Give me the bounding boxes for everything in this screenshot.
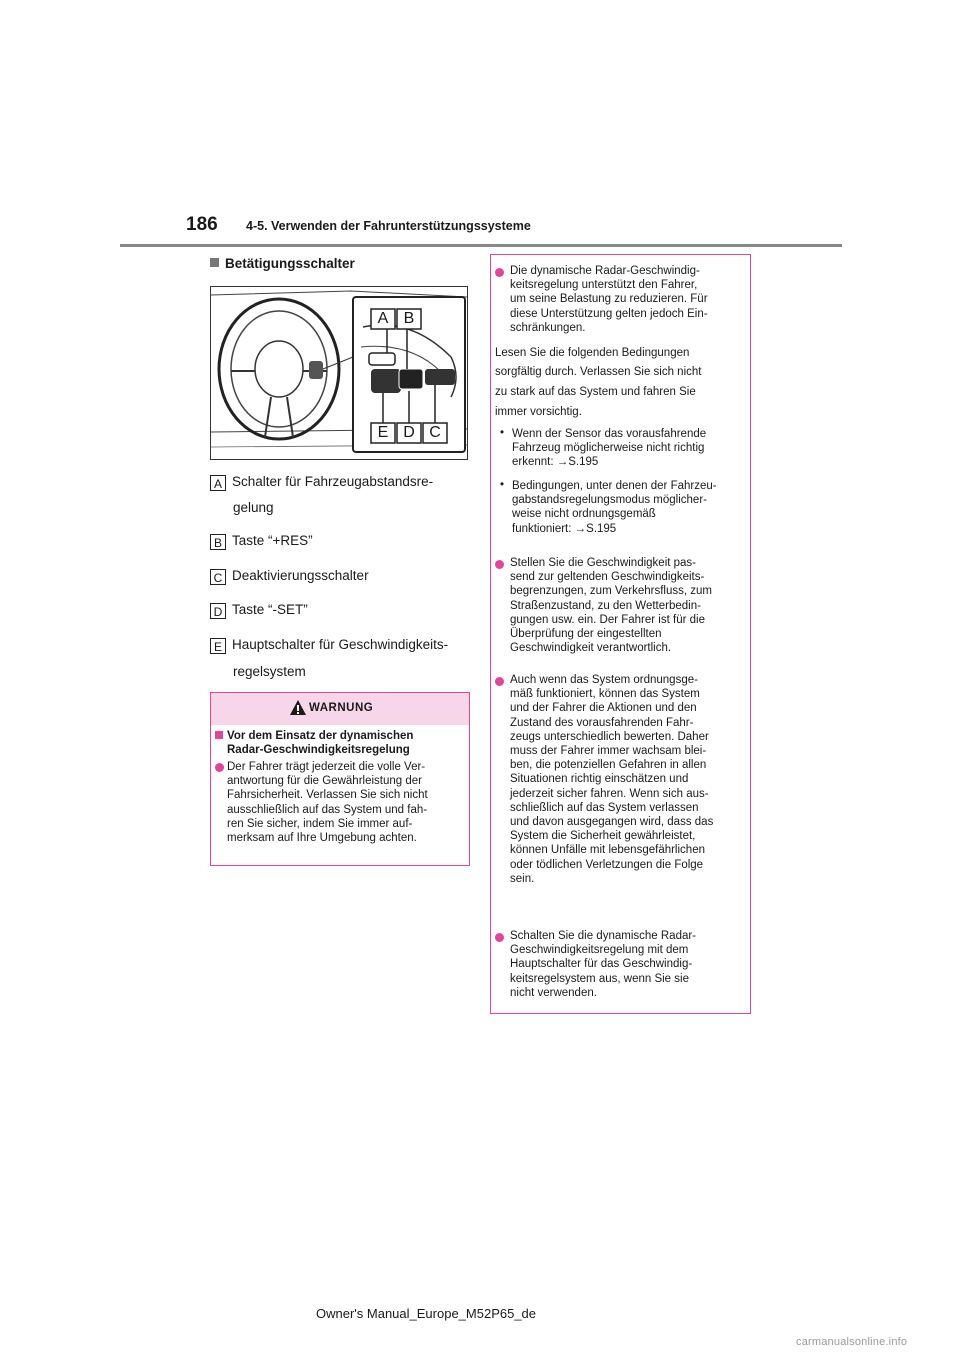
line: jederzeit sicher fahren. Wenn sich aus-	[510, 787, 709, 800]
heading-square-icon	[210, 258, 219, 267]
callout-d: D	[403, 424, 415, 441]
para-2	[510, 556, 748, 655]
line: weise nicht ordnungsgemäß	[512, 508, 656, 521]
sub-item-1	[512, 427, 742, 470]
line: Überprüfung der eingestellten	[510, 628, 662, 641]
line: Stellen Sie die Geschwindigkeit pas-	[510, 557, 697, 569]
warning-header	[211, 693, 469, 725]
line: Situationen richtig einschätzen und	[510, 773, 689, 786]
line: Fahrzeug möglicherweise nicht richtig	[512, 442, 705, 455]
line: funktioniert: →S.195	[512, 522, 617, 535]
sub-bullet: •	[500, 479, 505, 491]
list-item-e	[210, 635, 448, 655]
label-b: B	[210, 534, 226, 550]
header-rule	[120, 244, 842, 247]
line: schließlich auf das System verlassen	[510, 801, 699, 814]
list-item-b	[210, 531, 313, 551]
line: um seine Belastung zu reduzieren. Für	[510, 293, 708, 306]
bullet-icon	[495, 560, 504, 569]
operation-heading	[210, 256, 355, 271]
line: keitsregelung unterstützt den Fahrer,	[510, 279, 698, 292]
footer-text: Owner's Manual_Europe_M52P65_de	[316, 1306, 537, 1321]
line: gungen usw. ein. Der Fahrer ist für die	[510, 613, 705, 626]
para-1	[510, 264, 748, 335]
line: und der Fahrer die Aktionen und den	[510, 702, 697, 715]
callout-b: B	[403, 310, 415, 327]
plain-line: immer vorsichtig.	[495, 406, 582, 418]
warning-bullet-icon	[215, 763, 224, 772]
list-item-d	[210, 600, 308, 620]
line: System die Sicherheit gewährleistet,	[510, 830, 696, 843]
item-a-text: Schalter für Fahrzeugabstandsre-	[232, 474, 434, 489]
sub-bullet: •	[500, 427, 505, 439]
label-a: A	[210, 475, 226, 491]
label-d: D	[210, 603, 226, 619]
warning-line: Fahrsicherheit. Verlassen Sie sich nicht	[227, 789, 428, 802]
para-4	[510, 929, 748, 1000]
warning-heading-line: Radar-Geschwindigkeitsregelung	[227, 744, 410, 756]
item-c-text: Deaktivierungsschalter	[232, 568, 369, 583]
list-item-a	[210, 472, 433, 492]
item-b-text: Taste “+RES”	[232, 533, 313, 548]
line: zeugs unterschiedlich bewerten. Daher	[510, 730, 709, 743]
warning-box	[210, 692, 470, 866]
line: ben, die potenziellen Gefahren in allen	[510, 759, 707, 772]
item-a-cont: gelung	[233, 500, 274, 515]
line: send zur geltenden Geschwindigkeits-	[510, 571, 705, 584]
line: Auch wenn das System ordnungsge-	[510, 674, 698, 686]
watermark: carmanualsonline.info	[796, 1336, 908, 1348]
line: muss der Fahrer immer wachsam blei-	[510, 745, 707, 758]
plain-line: sorgfältig durch. Verlassen Sie sich nicht	[495, 366, 702, 378]
warning-square-icon	[215, 731, 223, 739]
warning-text	[227, 760, 467, 845]
line: Straßenzustand, zu den Wetterbedin-	[510, 599, 701, 612]
line: schränkungen.	[510, 321, 586, 334]
plain-line: zu stark auf das System und fahren Sie	[495, 386, 696, 398]
warning-label: WARNUNG	[309, 702, 374, 714]
bullet-icon	[495, 933, 504, 942]
line: mäß funktioniert, können das System	[510, 688, 700, 701]
line: erkennt: →S.195	[512, 456, 599, 469]
line: Hauptschalter für das Geschwindig-	[510, 958, 693, 971]
warning-heading	[227, 729, 457, 757]
line: Bedingungen, unter denen der Fahrzeu-	[512, 480, 717, 492]
line: Geschwindigkeitsregelung mit dem	[510, 944, 689, 957]
line: begrenzungen, zum Verkehrsfluss, zum	[510, 585, 712, 598]
label-c: C	[210, 569, 226, 585]
line: Geschwindigkeit verantwortlich.	[510, 642, 672, 655]
operation-heading-text: Betätigungsschalter	[225, 256, 355, 271]
warning-triangle-icon	[289, 699, 307, 716]
steering-wheel-illustration	[210, 286, 468, 460]
section-title: 4-5. Verwenden der Fahrunterstützungssysteme	[246, 219, 531, 233]
line: sein.	[510, 872, 535, 885]
page-number: 186	[186, 214, 218, 235]
warning-line: Der Fahrer trägt jederzeit die volle Ver-	[227, 761, 426, 773]
line: gabstandsregelungsmodus möglicher-	[512, 494, 707, 507]
bullet-icon	[495, 677, 504, 686]
line: Wenn der Sensor das vorausfahrende	[512, 428, 707, 440]
warning-line: antwortung für die Gewährleistung der	[227, 775, 422, 788]
para-3	[510, 673, 748, 886]
label-e: E	[210, 638, 226, 654]
warning-line: merksam auf Ihre Umgebung achten.	[227, 832, 417, 845]
line: und davon ausgegangen wird, dass das	[510, 816, 714, 829]
item-e-cont: regelsystem	[233, 664, 306, 679]
sub-item-2	[512, 479, 742, 536]
plain-line: Lesen Sie die folgenden Bedingungen	[495, 347, 690, 359]
warning-heading-line: Vor dem Einsatz der dynamischen	[227, 730, 414, 742]
callout-e: E	[377, 424, 389, 441]
line: Schalten Sie die dynamische Radar-	[510, 930, 697, 942]
warning-line: ausschließlich auf das System und fah-	[227, 803, 428, 816]
line: nicht verwenden.	[510, 986, 597, 999]
bullet-icon	[495, 268, 504, 277]
callout-a: A	[377, 310, 389, 327]
line: diese Unterstützung gelten jedoch Ein-	[510, 307, 708, 320]
callout-c: C	[429, 424, 441, 441]
item-e-text: Hauptschalter für Geschwindigkeits-	[232, 637, 449, 652]
caution-box	[490, 254, 751, 1014]
warning-line: ren Sie sicher, indem Sie immer auf-	[227, 817, 413, 830]
line: oder tödlichen Verletzungen die Folge	[510, 858, 704, 871]
line: Zustand des vorausfahrenden Fahr-	[510, 716, 694, 729]
line: Die dynamische Radar-Geschwindig-	[510, 265, 700, 277]
line: können Unfälle mit lebensgefährlichen	[510, 844, 705, 857]
list-item-c	[210, 566, 369, 586]
item-d-text: Taste “-SET”	[232, 602, 308, 617]
line: keitsregelsystem aus, wenn Sie sie	[510, 972, 689, 985]
